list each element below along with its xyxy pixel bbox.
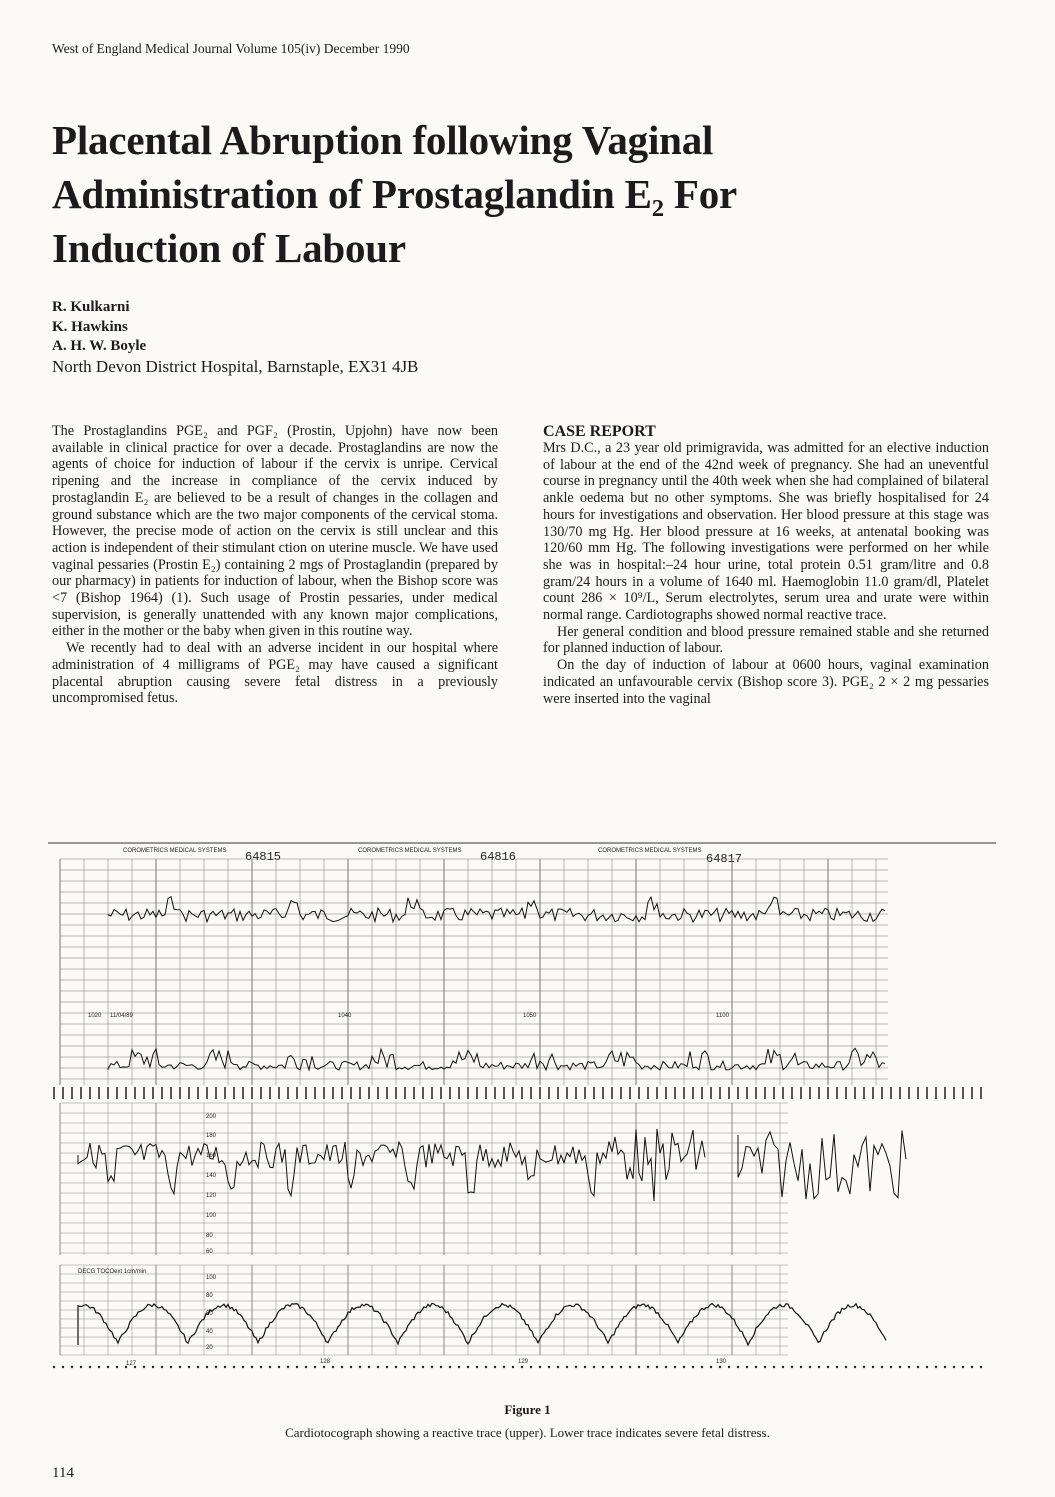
tick-dot [683, 1366, 685, 1368]
tick-dot [539, 1366, 541, 1368]
tick-dot [323, 1366, 325, 1368]
tick-dot [575, 1366, 577, 1368]
tick-dot [953, 1366, 955, 1368]
fhr-label-160: 160 [206, 1153, 217, 1159]
fhr-label-120: 120 [206, 1193, 217, 1199]
body-column-left [52, 423, 498, 707]
tick-dot [278, 1366, 280, 1368]
tick-dot [440, 1366, 442, 1368]
tick-dot [656, 1366, 658, 1368]
author-2: K. Hawkins [52, 318, 128, 335]
upper-time-2: 1040 [338, 1013, 352, 1019]
fhr-label-60: 60 [206, 1249, 213, 1255]
sheet-number-2: 64816 [480, 850, 517, 864]
tick-dot [242, 1366, 244, 1368]
upper-time-3: 1050 [523, 1013, 537, 1019]
upper-date: 11/04/89 [110, 1013, 133, 1019]
tick-dot [791, 1366, 793, 1368]
author-list [52, 298, 146, 357]
tick-dot [224, 1366, 226, 1368]
tick-dot [512, 1366, 514, 1368]
tick-dot [458, 1366, 460, 1368]
lower-time-2: 128 [320, 1359, 331, 1365]
paragraph-case-1: Mrs D.C., a 23 year old primigravida, was admitted for an elective induction of labour at the end of the 42nd week of pregnancy. She had an uneventful course in pregnancy until the 40th week when she had complained of bilateral ankle oedema but no other symptoms. She was briefly hospitalised for 24 hours for investigations and observation. Her blood pressure at this stage was 130/70 mg Hg. Her blood pressure at 16 weeks, at antenatal booking was 120/60 mm Hg. The following investigations were performed on her while she was in hospital:–24 hour urine, total protein 0.51 gram/litre and 0.8 gram/24 hours in a volume of 1640 ml. Haemoglobin 11.0 gram/dl, Platelet count 286 × 10⁹/L, Serum electrolytes, serum urea and urate were within normal range. Cardiotographs showed normal reactive trace. [543, 440, 989, 624]
tick-dot [899, 1366, 901, 1368]
sheet-number-1: 64815 [245, 850, 282, 864]
tick-dot [368, 1366, 370, 1368]
tick-dot [395, 1366, 397, 1368]
tick-dot [944, 1366, 946, 1368]
tick-dot [611, 1366, 613, 1368]
tick-dot [917, 1366, 919, 1368]
tick-dot [503, 1366, 505, 1368]
tick-dot [431, 1366, 433, 1368]
tick-dot [836, 1366, 838, 1368]
tick-dot [188, 1366, 190, 1368]
tick-dot [260, 1366, 262, 1368]
journal-header: West of England Medical Journal Volume 105(iv) December 1990 [52, 41, 410, 56]
tick-dot [638, 1366, 640, 1368]
title-line-1: Placental Abruption following Vaginal [52, 117, 714, 163]
tick-dot [629, 1366, 631, 1368]
body-column-right [543, 423, 989, 707]
tick-dot [269, 1366, 271, 1368]
tick-dot [116, 1366, 118, 1368]
brand-label-3: COROMETRICS MEDICAL SYSTEMS [598, 848, 702, 854]
toco-label-80: 80 [206, 1293, 213, 1299]
fhr-label-200: 200 [206, 1114, 217, 1120]
brand-label-1: COROMETRICS MEDICAL SYSTEMS [123, 848, 227, 854]
upper-time-4: 1100 [716, 1013, 729, 1019]
fhr-label-180: 180 [206, 1133, 217, 1139]
tick-dot [602, 1366, 604, 1368]
paragraph-incident: We recently had to deal with an adverse incident in our hospital where administration of 4 milligrams of PGE₂ may have caused a significant placental abruption causing severe fetal distress in a previously uncompromised fetus. [52, 640, 498, 707]
tick-dot [521, 1366, 523, 1368]
brand-label-2: COROMETRICS MEDICAL SYSTEMS [358, 848, 462, 854]
title-line-2: Administration of Prostaglandin E₂ For [52, 171, 738, 217]
toco-label-100: 100 [206, 1275, 217, 1281]
tick-dot [467, 1366, 469, 1368]
tick-dot [413, 1366, 415, 1368]
tick-dot [854, 1366, 856, 1368]
tick-dot [881, 1366, 883, 1368]
tick-dot [827, 1366, 829, 1368]
tick-dot [701, 1366, 703, 1368]
tick-dot [809, 1366, 811, 1368]
tick-dot [935, 1366, 937, 1368]
toco-label-20: 20 [206, 1345, 213, 1351]
fhr-label-80: 80 [206, 1233, 213, 1239]
tick-dot [674, 1366, 676, 1368]
author-3: A. H. W. Boyle [52, 338, 147, 354]
toco-label-60: 60 [206, 1311, 213, 1317]
tick-dot [926, 1366, 928, 1368]
tick-dot [593, 1366, 595, 1368]
tick-dot [818, 1366, 820, 1368]
lower-time-1: 127 [126, 1361, 137, 1367]
tick-dot [170, 1366, 172, 1368]
lower-time-3: 129 [518, 1359, 529, 1365]
tick-dot [359, 1366, 361, 1368]
affiliation: North Devon District Hospital, Barnstaple, EX31 4JB [52, 357, 419, 376]
tick-dot [872, 1366, 874, 1368]
tick-dot [728, 1366, 730, 1368]
figure-title: Figure 1 [504, 1402, 551, 1417]
tick-dot [71, 1366, 73, 1368]
tick-dot [863, 1366, 865, 1368]
paragraph-intro: The Prostaglandins PGE₂ and PGF₂ (Prostin, Upjohn) have now been available in clinical practice for over a decade. Prostaglandins are now the agents of choice for induction of labour if the cervix is unripe. Cervical ripening and the increase in compliance of the cervix induced by prostaglandin E₂ are believed to be a result of changes in the collagen and ground substance which are the two major components of the cervical stoma. However, the precise mode of action on the cervix is still unclear and this action is independent of their stimulant ction on uterine muscle. We have used vaginal pessaries (Prostin E₂) containing 2 mgs of Prostaglandin (prepared by our pharmacy) in patients for induction of labour, when the Bishop score was <7 (Bishop 1964) (1). Such usage of Prostin pessaries, under medical supervision, is generally unattended with any known major complications, either in the mother or the baby when given in this routine way. [52, 423, 498, 640]
tick-dot [305, 1366, 307, 1368]
tick-dot [962, 1366, 964, 1368]
tick-dot [746, 1366, 748, 1368]
tick-dot [332, 1366, 334, 1368]
tick-dot [971, 1366, 973, 1368]
tick-dot [737, 1366, 739, 1368]
section-heading-case-report: CASE REPORT [543, 423, 656, 440]
tick-dot [296, 1366, 298, 1368]
tick-dot [485, 1366, 487, 1368]
tick-dot [206, 1366, 208, 1368]
page-number: 114 [52, 1465, 74, 1481]
tick-dot [287, 1366, 289, 1368]
tick-dot [449, 1366, 451, 1368]
tick-dot [251, 1366, 253, 1368]
figure-caption: Cardiotocograph showing a reactive trace (upper). Lower trace indicates severe fetal distress. [285, 1425, 770, 1440]
tick-dot [530, 1366, 532, 1368]
tick-dot [152, 1366, 154, 1368]
tick-dot [62, 1366, 64, 1368]
tick-dot [557, 1366, 559, 1368]
tick-dot [782, 1366, 784, 1368]
paragraph-case-3: On the day of induction of labour at 0600 hours, vaginal examination indicated an unfavourable cervix (Bishop score 3). PGE₂ 2 × 2 mg pessaries were inserted into the vaginal [543, 657, 989, 707]
tick-dot [53, 1366, 55, 1368]
article-title [52, 113, 952, 275]
tick-dot [98, 1366, 100, 1368]
tick-dot [422, 1366, 424, 1368]
tick-dot [143, 1366, 145, 1368]
tick-dot [161, 1366, 163, 1368]
tick-dot [548, 1366, 550, 1368]
tick-dot [908, 1366, 910, 1368]
tick-dot [233, 1366, 235, 1368]
tick-dot [386, 1366, 388, 1368]
tick-dot [377, 1366, 379, 1368]
tick-dot [350, 1366, 352, 1368]
tick-dot [80, 1366, 82, 1368]
tick-dot [647, 1366, 649, 1368]
fhr-label-100: 100 [206, 1213, 217, 1219]
toco-label-40: 40 [206, 1329, 213, 1335]
paragraph-case-2: Her general condition and blood pressure remained stable and she returned for planned induction of labour. [543, 623, 989, 657]
tick-dot [719, 1366, 721, 1368]
author-1: R. Kulkarni [52, 299, 130, 315]
tick-dot [665, 1366, 667, 1368]
lower-time-4: 130 [716, 1359, 727, 1365]
toco-strip-label: DECG TOCOext 1cm/min [78, 1269, 147, 1275]
ctg-figure [48, 835, 996, 1375]
tick-dot [215, 1366, 217, 1368]
tick-dot [107, 1366, 109, 1368]
fhr-label-140: 140 [206, 1173, 217, 1179]
tick-dot [710, 1366, 712, 1368]
tick-dot [800, 1366, 802, 1368]
tick-dot [584, 1366, 586, 1368]
tick-dot [476, 1366, 478, 1368]
upper-time-1: 1020 [88, 1013, 102, 1019]
tick-dot [404, 1366, 406, 1368]
tick-dot [197, 1366, 199, 1368]
title-line-3: Induction of Labour [52, 225, 406, 271]
tick-dot [773, 1366, 775, 1368]
tick-dot [620, 1366, 622, 1368]
tick-dot [566, 1366, 568, 1368]
tick-dot [692, 1366, 694, 1368]
tick-dot [890, 1366, 892, 1368]
tick-dot [764, 1366, 766, 1368]
tick-dot [179, 1366, 181, 1368]
tick-dot [980, 1366, 982, 1368]
tick-dot [755, 1366, 757, 1368]
tick-dot [494, 1366, 496, 1368]
sheet-number-3: 64817 [706, 852, 743, 866]
tick-dot [314, 1366, 316, 1368]
tick-dot [89, 1366, 91, 1368]
tick-dot [845, 1366, 847, 1368]
tick-dot [341, 1366, 343, 1368]
